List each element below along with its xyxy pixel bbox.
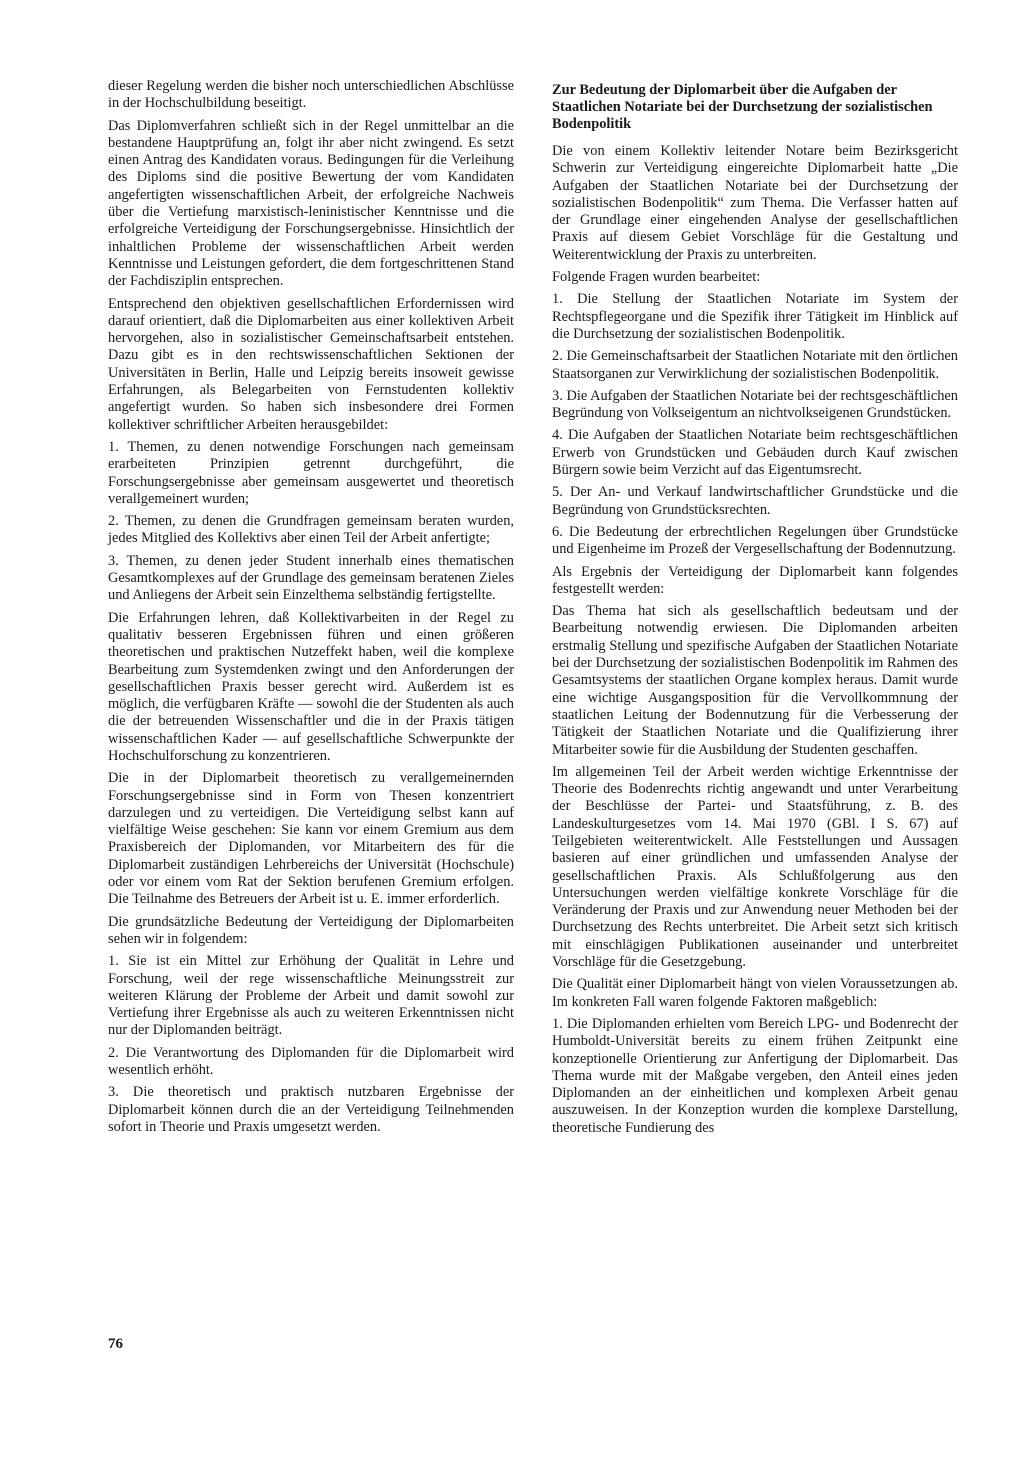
- list-item: 3. Die theoretisch und praktisch nutzbaren Ergebnisse der Diplomarbeit können durch die an der Verteidigung Teilnehmenden sofort in Theorie und Praxis umgesetzt werden.: [108, 1084, 514, 1135]
- paragraph: Das Thema hat sich als gesellschaftlich bedeutsam und der Bearbeitung notwendig erwiesen. Die Diplomanden arbeiten erstmalig Stellung und spezifische Aufgaben der Staatlichen Notariate bei der Durchsetzung der sozialistischen Bodenpolitik im Rahmen des Gesamtsystems der staatlichen Organe komplex heraus. Damit wurde eine wichtige Ausgangsposition für die Vervollkommnung der staatlichen Leitung der Bodennutzung für die Verbesserung der Tätigkeit der Staatlichen Notariate und die Qualifizierung ihrer Mitarbeiter sowie für die Ausbildung der Studenten geschaffen.: [552, 603, 958, 758]
- paragraph: Die von einem Kollektiv leitender Notare beim Bezirksgericht Schwerin zur Verteidigung eingereichte Diplomarbeit hatte „Die Aufgaben der Staatlichen Notariate bei der Durchsetzung der sozialistischen Bodenpolitik“ zum Thema. Die Verfasser hatten auf der Grundlage einer eingehenden Analyse der gesellschaftlichen Praxis auf diesem Gebiet Vorschläge für die Gestaltung und Weiterentwicklung der Praxis zu unterbreiten.: [552, 143, 958, 263]
- section-heading: Zur Bedeutung der Diplomarbeit über die Aufgaben der Staatlichen Notariate bei der Durchsetzung der sozialistischen Bodenpolitik: [552, 82, 933, 132]
- paragraph: Das Diplomverfahren schließt sich in der Regel unmittelbar an die bestandene Hauptprüfung an, folgt ihr aber nicht zwingend. Es setzt einen Antrag des Kandidaten voraus. Bedingungen für die Verleihung des Diploms sind die positive Bewertung der vom Kandidaten angefertigten wissenschaftlichen Arbeit, der erfolgreiche Nachweis über die Vertiefung marxistisch-leninistischer Kenntnisse und die erfolgreiche Verteidigung der Forschungsergebnisse. Hinsichtlich der inhaltlichen Probleme der wissenschaftlichen Arbeit werden Kenntnisse und Leistungen gefordert, die dem fortgeschrittenen Stand der Fachdisziplin entsprechen.: [108, 117, 514, 290]
- right-column: [552, 78, 958, 1142]
- list-item: 3. Die Aufgaben der Staatlichen Notariate bei der rechtsgeschäftlichen Begründung von Volkseigentum an nichtvolkseigenen Grundstücken.: [552, 387, 958, 422]
- left-column: [108, 78, 514, 1141]
- paragraph: Folgende Fragen wurden bearbeitet:: [552, 269, 761, 286]
- paragraph: Entsprechend den objektiven gesellschaftlichen Erfordernissen wird darauf orientiert, daß die Diplomarbeiten aus einer kollektiven Arbeit hervorgehen, also in sozialistischer Gemeinschaftsarbeit entstehen. Dazu gibt es in den rechtswissenschaftlichen Sektionen der Universitäten in Berlin, Halle und Leipzig bereits insoweit gewisse Erfahrungen, als Belegarbeiten von Fernstudenten kollektiv angefertigt wurden. So haben sich insbesondere drei Formen kollektiver schriftlicher Arbeiten herausgebildet:: [108, 295, 514, 433]
- list-item: 3. Themen, zu denen jeder Student innerhalb eines thematischen Gesamtkomplexes auf der Grundlage des gemeinsam beratenen Zieles und Anliegens der Arbeit sein Einzelthema selbständig fertigstellte.: [108, 552, 514, 604]
- list-item: 4. Die Aufgaben der Staatlichen Notariate beim rechtsgeschäftlichen Erwerb von Grundstücken und Gebäuden durch Kauf zwischen Bürgern sowie beim Verzicht auf das Eigentumsrecht.: [552, 427, 958, 479]
- paragraph: Die Erfahrungen lehren, daß Kollektivarbeiten in der Regel zu qualitativ besseren Ergebnissen führen und einen größeren theoretischen und praktischen Nutzeffekt haben, weil die komplexe Bearbeitung zum Systemdenken zwingt und den Anforderungen der gesellschaftlichen Praxis besser gerecht wird. Außerdem ist es möglich, die verfügbaren Kräfte — sowohl die der Studenten als auch die der betreuenden Wissenschaftler und die in der Praxis tätigen wissenschaftlichen Kader — auf gesellschaftliche Schwerpunkte der Hochschulforschung zu konzentrieren.: [108, 609, 514, 764]
- paragraph: Die grundsätzliche Bedeutung der Verteidigung der Diplomarbeiten sehen wir in folgendem:: [108, 913, 514, 947]
- list-item: 1. Themen, zu denen notwendige Forschungen nach gemeinsam erarbeiteten Prinzipien getrennt durchgeführt, die Forschungsergebnisse aber gemeinsam ausgewertet und theoretisch verallgemeinert wurden;: [108, 438, 514, 507]
- list-item: 2. Die Verantwortung des Diplomanden für die Diplomarbeit wird wesentlich erhöht.: [108, 1044, 514, 1079]
- list-item: 6. Die Bedeutung der erbrechtlichen Regelungen über Grundstücke und Eigenheime im Prozeß der Vergesellschaftung der Bodennutzung.: [552, 523, 958, 558]
- list-item: 2. Die Gemeinschaftsarbeit der Staatlichen Notariate mit den örtlichen Staatsorganen zur Verwirklichung der sozialistischen Bodenpolitik.: [552, 348, 958, 382]
- list-item: 5. Der An- und Verkauf landwirtschaftlicher Grundstücke und die Begründung von Grundstücksrechten.: [552, 484, 958, 518]
- list-item: 2. Themen, zu denen die Grundfragen gemeinsam beraten wurden, jedes Mitglied des Kollektivs aber einen Teil der Arbeit anfertigte;: [108, 513, 514, 547]
- paragraph: Die Qualität einer Diplomarbeit hängt von vielen Voraussetzungen ab. Im konkreten Fall waren folgende Faktoren maßgeblich:: [552, 976, 958, 1010]
- list-item: 1. Die Stellung der Staatlichen Notariate im System der Rechtspflegeorgane und die Spezifik ihrer Tätigkeit im Hinblick auf die Durchsetzung der sozialistischen Bodenpolitik.: [552, 291, 958, 342]
- paragraph: Im allgemeinen Teil der Arbeit werden wichtige Erkenntnisse der Theorie des Bodenrechts richtig angewandt und unter Verarbeitung der Beschlüsse der Partei- und Staatsführung, z. B. des Landeskulturgesetzes vom 14. Mai 1970 (GBl. I S. 67) auf Teilgebieten weiterentwickelt. Alle Feststellungen und Aussagen basieren auf einer gründlichen und umfassenden Analyse der gesellschaftlichen Praxis. Als Schlußfolgerung aus den Untersuchungen werden vielfältige konkrete Vorschläge für die Veränderung der Praxis und zur Anwendung neuer Methoden bei der Durchsetzung des Rechts unterbreitet. Die Arbeit setzt sich kritisch mit einschlägigen Publikationen auseinander und unterbreitet Vorschläge für die Gesetzgebung.: [552, 763, 958, 971]
- paragraph: Als Ergebnis der Verteidigung der Diplomarbeit kann folgendes festgestellt werden:: [552, 563, 958, 597]
- page-number: 76: [108, 1336, 123, 1352]
- paragraph: Die in der Diplomarbeit theoretisch zu verallgemeinernden Forschungsergebnisse sind in Form von Thesen konzentriert darzulegen und zu verteidigen. Die Verteidigung selbst kann auf vielfältige Weise geschehen: Sie kann vor einem Gremium aus dem Praxisbereich der Diplomanden, vor Mitarbeitern des für die Diplomarbeit zuständigen Lehrbereichs der Universität (Hochschule) oder vor einem vom Rat der Sektion berufenen Gremium erfolgen. Die Teilnahme des Betreuers der Arbeit ist u. E. immer erforderlich.: [108, 770, 514, 908]
- paragraph: dieser Regelung werden die bisher noch unterschiedlichen Abschlüsse in der Hochschulbildung beseitigt.: [108, 78, 514, 112]
- list-item: 1. Sie ist ein Mittel zur Erhöhung der Qualität in Lehre und Forschung, weil der rege wissenschaftliche Meinungsstreit zur weiteren Klärung der Probleme der Arbeit und damit sowohl zur Vertiefung ihrer Ergebnisse als auch zu weiteren Erkenntnissen nicht nur der Diplomanden beiträgt.: [108, 953, 514, 1039]
- list-item: 1. Die Diplomanden erhielten vom Bereich LPG- und Bodenrecht der Humboldt-Universität bereits zu einem frühen Zeitpunkt eine konzeptionelle Orientierung zur Anfertigung der Diplomarbeit. Das Thema wurde mit der Maßgabe vergeben, den Anteil eines jeden Diplomanden an der einheitlichen und komplexen Arbeit genau auszuweisen. In der Konzeption wurden die komplexe Darstellung, theoretische Fundierung des: [552, 1015, 958, 1136]
